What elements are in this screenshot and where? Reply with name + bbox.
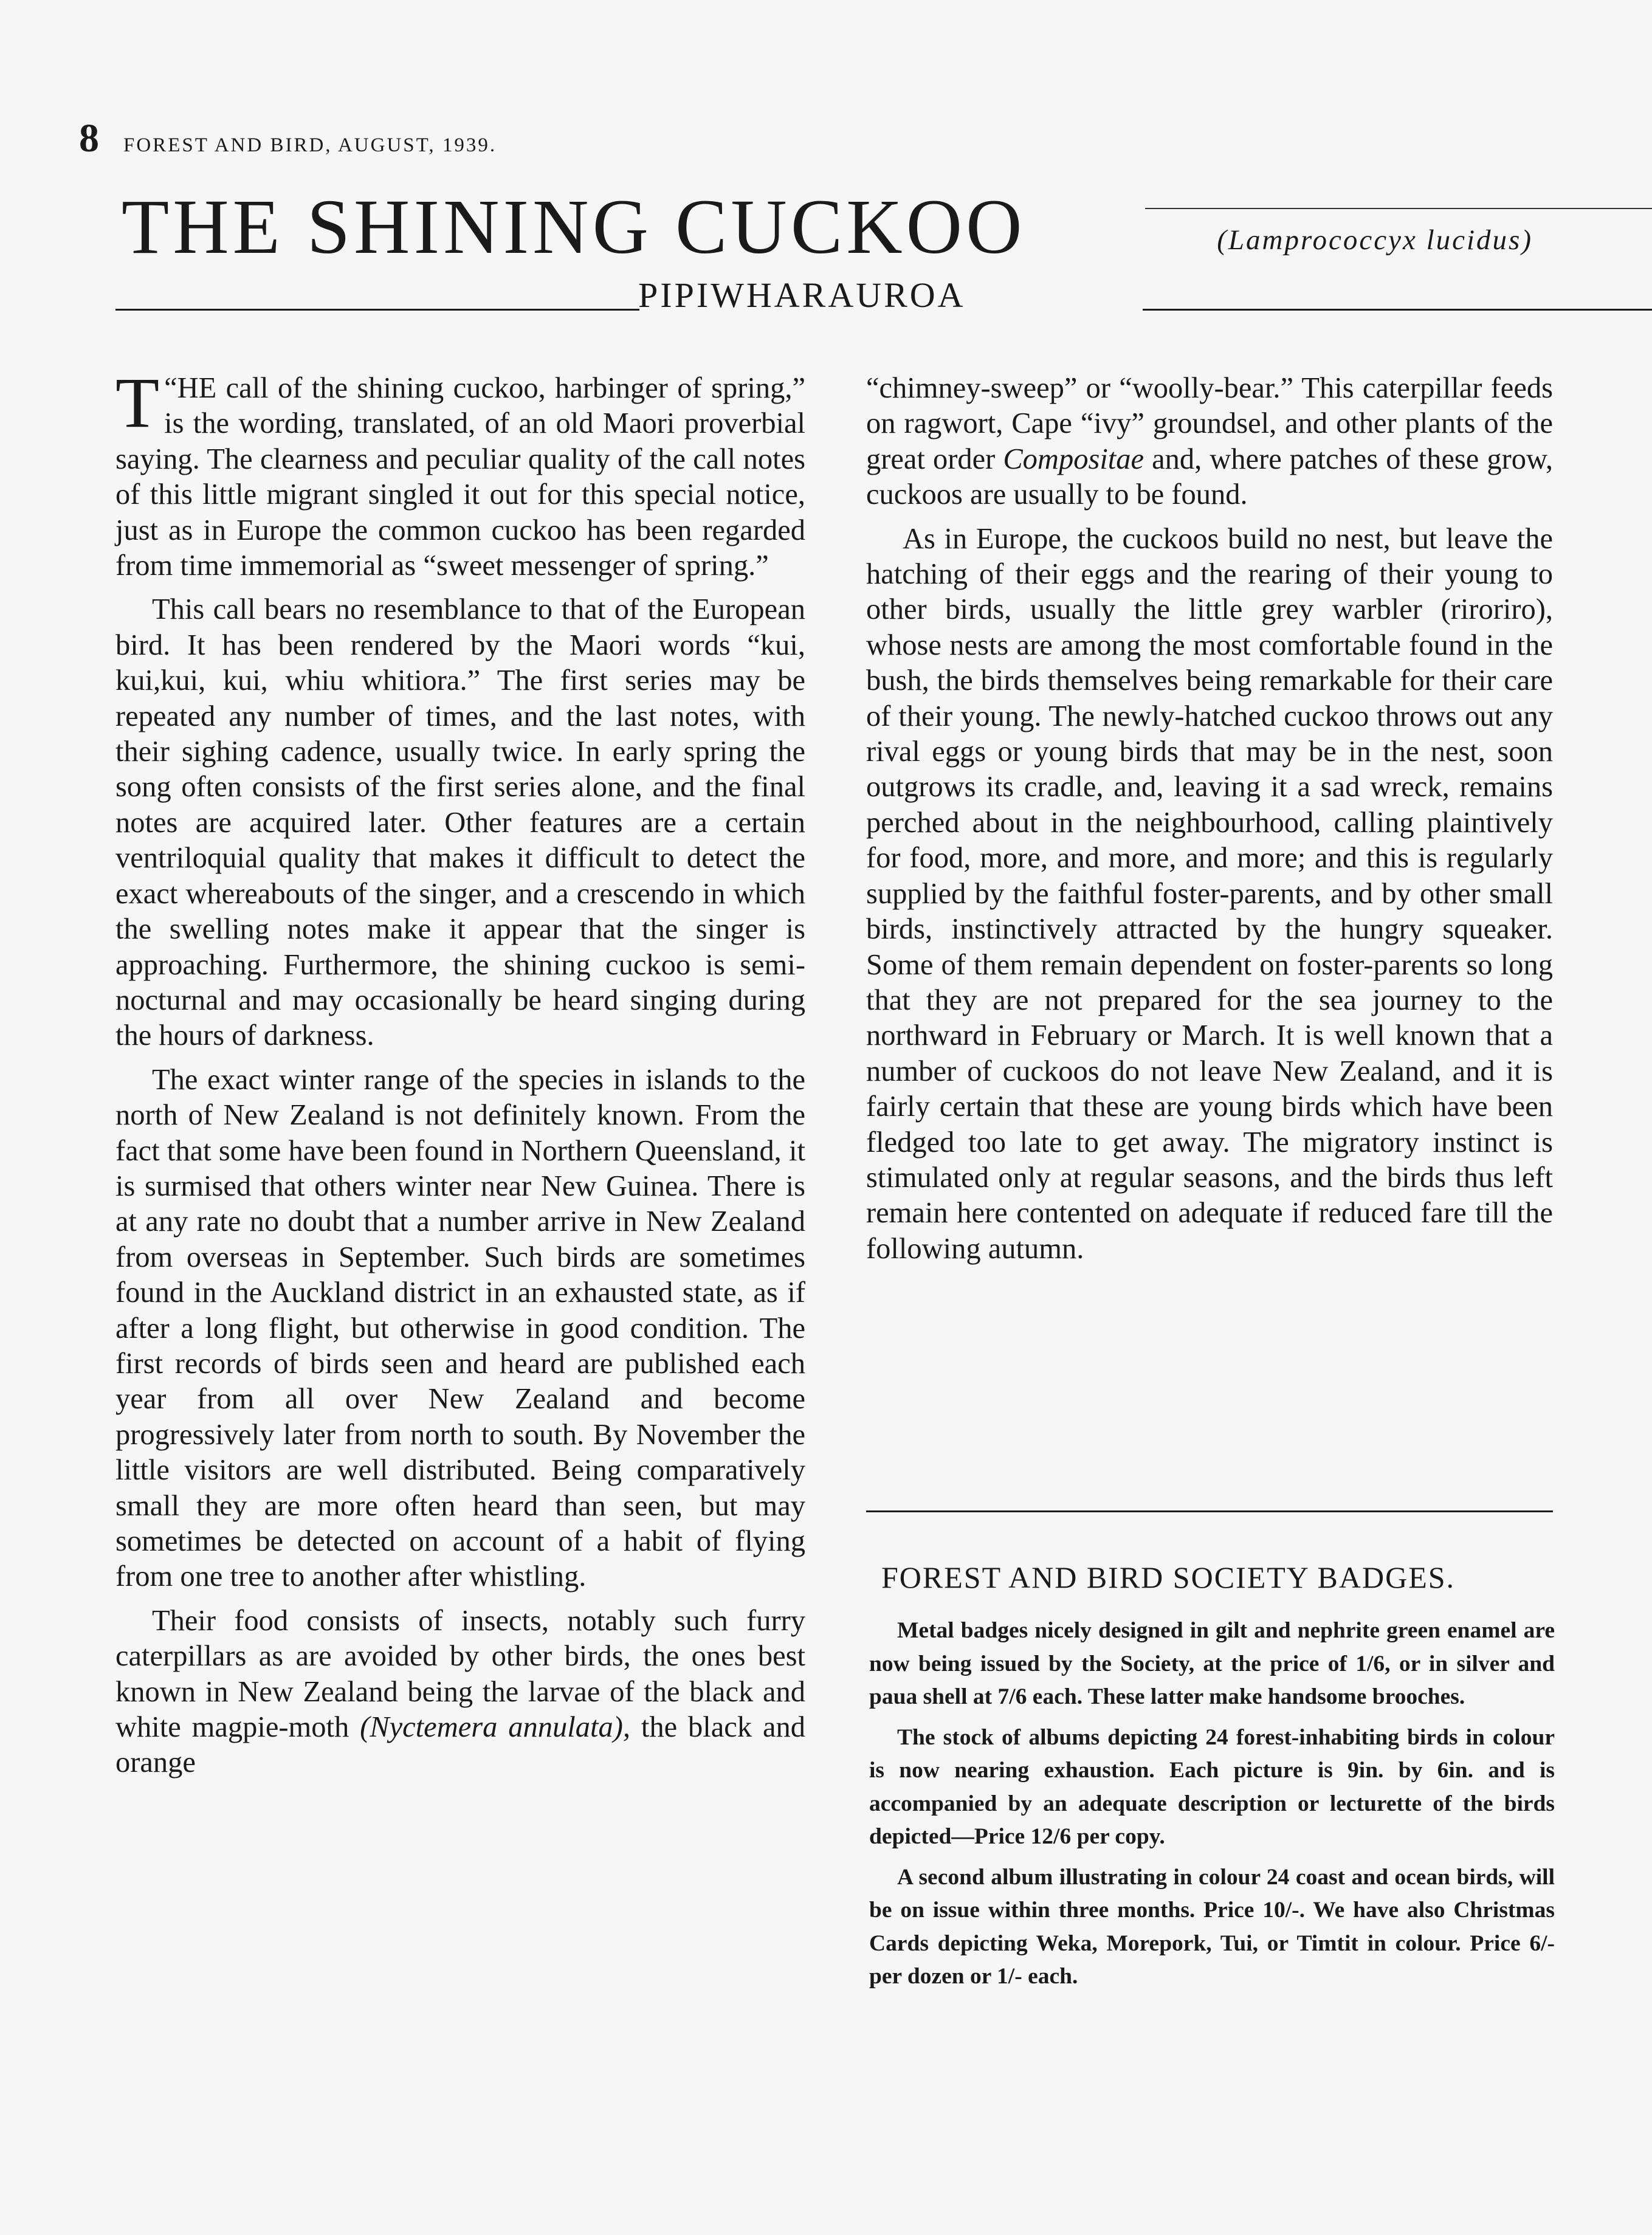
section-divider: [866, 1510, 1553, 1512]
running-title: FOREST AND BIRD, AUGUST, 1939.: [123, 134, 497, 156]
badges-heading: FOREST AND BIRD SOCIETY BADGES.: [881, 1560, 1456, 1594]
drop-cap: T: [115, 363, 160, 443]
article-column-right: [866, 371, 1553, 1275]
badges-notice: [869, 1614, 1555, 2001]
article-paragraph: “chimney-sweep” or “woolly-bear.” This caterpillar feeds on ragwort, Cape “ivy” groundsel, and other plants of the great order Compositae and, where patches of these grow, cuckoos are usually to be found.: [866, 372, 1554, 511]
page-number: 8: [79, 116, 99, 160]
article-subtitle: PIPIWHARAUROA: [638, 275, 966, 315]
notice-paragraph: Metal badges nicely designed in gilt and nephrite green enamel are now being issued by the Society, at the price of 1/6, or in silver and paua shell at 7/6 each. These latter make handsome brooches.: [869, 1618, 1555, 1709]
scientific-name: (Lamprococcyx lucidus): [1217, 224, 1533, 256]
order-name-italic: Compositae: [1003, 443, 1144, 475]
species-name-italic: (Nyctemera annulata),: [360, 1711, 631, 1744]
article-paragraph: The exact winter range of the species in islands to the north of New Zealand is not definitely known. From the fact that some have been found in Northern Queensland, it is surmised that others winter near New Guinea. There is at any rate no doubt that a number arrive in New Zealand from overseas in September. Such birds are sometimes found in the Auckland district in an exhausted state, as if after a long flight, but otherwise in good condition. The first records of birds seen and heard are published each year from all over New Zealand and become progressively later from north to south. By November the little visitors are well distributed. Being comparatively small they are more often heard than seen, but may sometimes be detected on account of a habit of flying from one tree to another after whistling.: [115, 1063, 805, 1593]
page-header: [79, 115, 497, 162]
notice-paragraph: A second album illustrating in colour 24 coast and ocean birds, will be on issue within three months. Price 10/-. We have also Christmas Cards depicting Weka, Morepork, Tui, or Timtit in colour. Price 6/- per dozen or 1/- each.: [869, 1864, 1555, 1989]
article-paragraph: “ T HE call of the shining cuckoo, harbinger of spring,” is the wording, translated, of an old Maori proverbial saying. The clearness and peculiar quality of the call notes of this little migrant singled it out for this special notice, just as in Europe the common cuckoo has been regarded from time immemorial as “sweet messenger of spring.”: [115, 363, 805, 582]
article-paragraph: As in Europe, the cuckoos build no nest, but leave the hatching of their eggs and the rearing of their young to other birds, usually the little grey warbler (riroriro), whose nests are among the most comfortable found in the bush, the birds themselves being remarkable for their care of their young. The newly-hatched cuckoo throws out any rival eggs or young birds that may be in the nest, soon outgrows its cradle, and, leaving it a sad wreck, remains perched about in the neighbourhood, calling plaintively for food, more, and more, and more; and this is regularly supplied by the faithful foster-parents, and by other small birds, instinctively attracted by the hungry squeaker. Some of them remain dependent on foster-parents so long that they are not prepared for the sea journey to the northward in February or March. It is well known that a number of cuckoos do not leave New Zealand, and it is fairly certain that these are young birds which have been fledged too late to get away. The migratory instinct is stimulated only at regular seasons, and the birds thus left remain here contented on adequate if reduced fare till the following autumn.: [866, 522, 1553, 1265]
article-title: THE SHINING CUCKOO: [122, 184, 1026, 270]
title-rule-right: [1143, 309, 1652, 311]
title-rule-left: [115, 309, 639, 311]
article-paragraph: This call bears no resemblance to that of the European bird. It has been rendered by the Maori words “kui, kui,kui, kui, whiu whitiora.” The first series may be repeated any number of times, and the last notes, with their sighing cadence, usually twice. In early spring the song often consists of the first series alone, and the final notes are acquired later. Other features are a certain ventriloquial quality that makes it difficult to detect the exact whereabouts of the singer, and a crescendo in which the swelling notes make it appear that the singer is approaching. Furthermore, the shining cuckoo is semi-nocturnal and may occasionally be heard singing during the hours of darkness.: [115, 593, 805, 1052]
article-title-block: [115, 182, 1550, 322]
opening-quote: “: [164, 372, 177, 404]
notice-paragraph: The stock of albums depicting 24 forest-inhabiting birds in colour is now nearing exhaustion. Each picture is 9in. by 6in. and is accompanied by an adequate description or lecturette of the birds depicted—Price 12/6 per copy.: [869, 1724, 1555, 1849]
article-column-left: [115, 363, 806, 1789]
article-paragraph: Their food consists of insects, notably such furry caterpillars as are avoided by other birds, the ones best known in New Zealand being the larvae of the black and white magpie-moth (Nyctemera annulata), the black and orange: [115, 1604, 806, 1779]
